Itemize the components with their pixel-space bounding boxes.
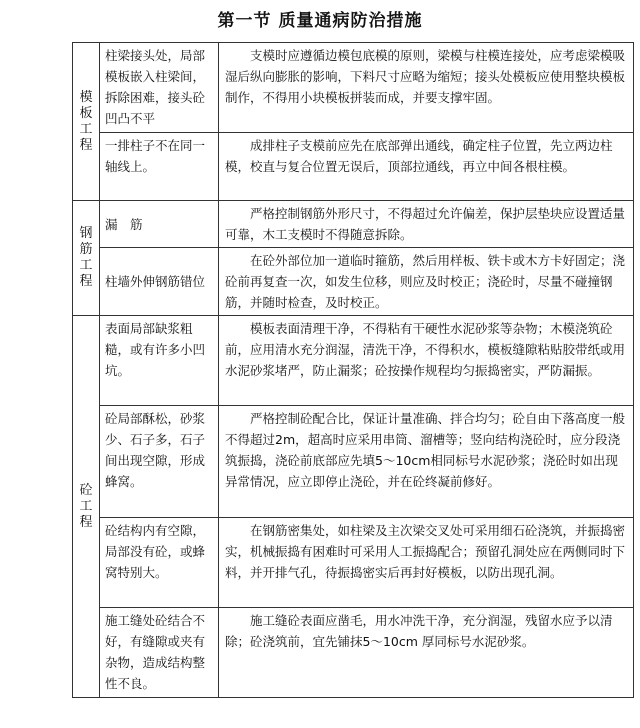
measure-cell: 严格控制砼配合比，保证计量准确、拌合均匀；砼自由下落高度一般不得超过2m，超高时应采用串筒、溜槽等；竖向结构浇砼时，应分段浇筑振捣，浇砼前底部应先填5～10cm相同标号水泥砂浆；浇砼时如出现异常情况，应立即停止浇砼，并在砼终凝前修好。	[219, 406, 634, 518]
measure-cell: 支模时应遵循边模包底模的原则，梁模与柱模连接处，应考虑梁模吸湿后纵向膨胀的影响，下料尺寸应略为缩短；接头处模板应使用整块模板制作，不得用小块模板拼装而成，并要支撑牢固。	[219, 43, 634, 133]
measure-cell: 施工缝砼表面应凿毛，用水冲洗干净，充分润湿，残留水应予以清除；砼浇筑前，宜先铺抹5～10cm 厚同标号水泥砂浆。	[219, 608, 634, 698]
table-row	[73, 133, 634, 201]
measure-cell: 成排柱子支模前应先在底部弹出通线，确定柱子位置，先立两边柱模，校直与复合位置无误后，顶部拉通线，再立中间各根柱模。	[219, 133, 634, 201]
measure-cell: 严格控制钢筋外形尺寸，不得超过允许偏差，保护层垫块应设置适量可靠，木工支模时不得随意拆除。	[219, 201, 634, 248]
measure-cell: 在钢筋密集处，如柱梁及主次梁交叉处可采用细石砼浇筑，并振捣密实，机械振捣有困难时可采用人工振捣配合；预留孔洞处应在两侧同时下料，并开排气孔，待振捣密实后再封好模板，以防出现孔洞。	[219, 518, 634, 608]
table-row	[73, 406, 634, 518]
category-label: 钢筋工程	[79, 226, 93, 289]
issue-cell: 柱墙外伸钢筋错位	[100, 248, 219, 316]
issue-cell: 施工缝处砼结合不好，有缝隙或夹有杂物，造成结构整性不良。	[100, 608, 219, 698]
measure-cell: 模板表面清理干净，不得粘有干硬性水泥砂浆等杂物；木模浇筑砼前，应用清水充分润湿，清洗干净，不得积水，模板缝隙粘贴胶带纸或用水泥砂浆堵严，防止漏浆；砼按操作规程均匀振捣密实，严防漏振。	[219, 316, 634, 406]
category-label: 模板工程	[79, 89, 93, 153]
issue-cell: 漏 筋	[100, 201, 219, 248]
category-label: 砼工程	[79, 482, 93, 530]
category-cell	[73, 43, 100, 201]
category-cell	[73, 316, 100, 698]
issue-cell: 砼结构内有空隙，局部没有砼，或蜂窝特别大。	[100, 518, 219, 608]
issue-cell: 柱梁接头处，局部模板嵌入柱梁间，拆除困难，接头砼凹凸不平	[100, 43, 219, 133]
table-row	[73, 316, 634, 406]
issue-cell: 一排柱子不在同一轴线上。	[100, 133, 219, 201]
issue-cell: 砼局部酥松，砂浆少、石子多，石子间出现空隙，形成蜂窝。	[100, 406, 219, 518]
issue-cell: 表面局部缺浆粗糙，或有许多小凹坑。	[100, 316, 219, 406]
quality-measures-table	[72, 42, 634, 698]
table-row	[73, 248, 634, 316]
measure-cell: 在砼外部位加一道临时箍筋，然后用样板、铁卡或木方卡好固定；浇砼前再复查一次，如发生位移，则应及时校正；浇砼时，尽量不碰撞钢筋，并随时检查，及时校正。	[219, 248, 634, 316]
table-row	[73, 43, 634, 133]
table-row	[73, 608, 634, 698]
page-title: 第一节 质量通病防治措施	[217, 11, 423, 31]
table-row	[73, 518, 634, 608]
table-row	[73, 201, 634, 248]
category-cell	[73, 201, 100, 316]
